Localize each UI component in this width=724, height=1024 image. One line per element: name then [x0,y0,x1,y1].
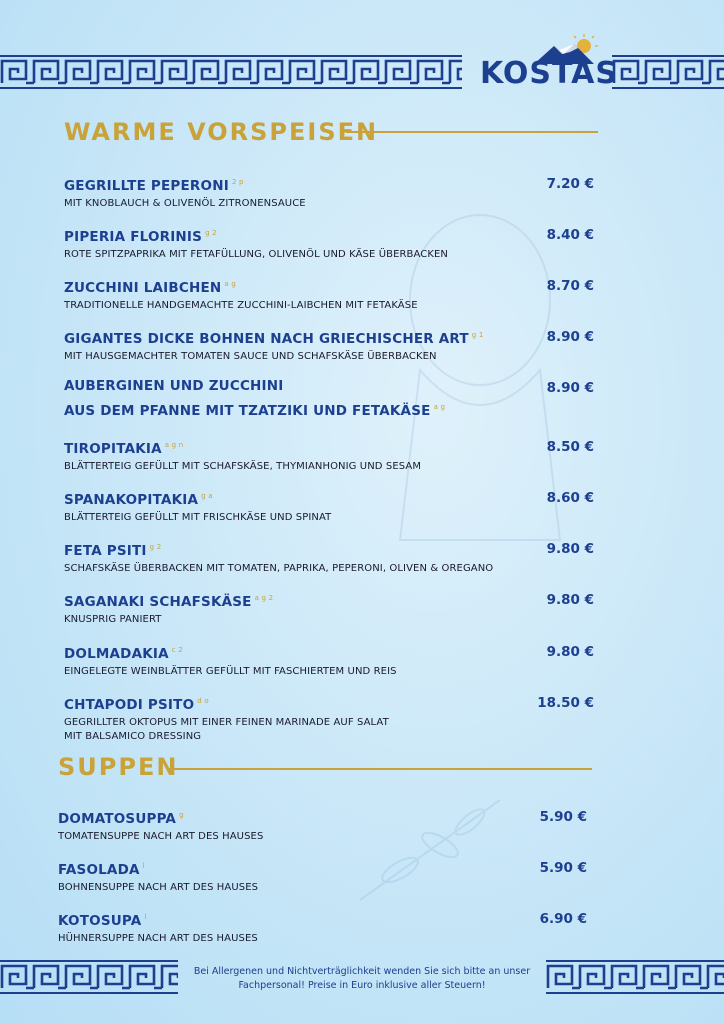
allergen-codes: a g [224,280,236,288]
menu-item-name-text: CHTAPODI PSITO [64,697,195,713]
menu-item-description: EINGELEGTE WEINBLÄTTER GEFÜLLT MIT FASCHIERTEM UND REIS [64,666,397,677]
menu-item-description: MIT BALSAMICO DRESSING [64,731,202,742]
section-divider [346,131,598,133]
allergen-codes: a g 2 [254,594,274,602]
menu-item-name-text: SPANAKOPITAKIA [64,492,199,508]
allergen-codes: a g [433,403,446,411]
menu-item-name-text: KOTOSUPA [58,913,142,929]
menu-item-name-line [64,397,604,422]
menu-item-price: 18.50 € [537,695,594,711]
allergen-codes: g 2 [205,229,217,237]
menu-item-description: SCHAFSKÄSE ÜBERBACKEN MIT TOMATEN, PAPRIKA, PEPERONI, OLIVEN & OREGANO [64,563,494,574]
brand-logo [478,34,618,92]
menu-item-name-text: DOMATOSUPPA [58,811,177,827]
menu-item-description: HÜHNERSUPPE NACH ART DES HAUSES [58,933,258,944]
menu-item-price: 8.40 € [546,227,594,243]
menu-item-price: 8.50 € [546,439,594,455]
allergen-codes: a g n [164,441,184,449]
menu-item-price: 9.80 € [546,644,594,660]
allergen-codes: l [142,862,145,870]
menu-item-price: 8.70 € [546,278,594,294]
menu-item-name-text: PIPERIA FLORINIS [64,229,203,245]
menu-item-name-text: SAGANAKI SCHAFSKÄSE [64,594,252,610]
greek-key-border [0,960,178,994]
logo-text: KOSTAS [480,56,618,91]
menu-item-description: GEGRILLTER OKTOPUS MIT EINER FEINEN MARINADE AUF SALAT [64,717,389,728]
menu-item-description: MIT HAUSGEMACHTER TOMATEN SAUCE UND SCHAFSKÄSE ÜBERBACKEN [64,351,437,362]
section-divider [168,768,592,770]
menu-item-name-text: FETA PSITI [64,543,147,559]
section-title-soups: SUPPEN [58,753,179,781]
menu-item-description: TOMATENSUPPE NACH ART DES HAUSES [58,831,264,842]
menu-item-name-text: TIROPITAKIA [64,441,162,457]
allergen-codes: l [144,913,147,921]
menu-item-price: 5.90 € [539,809,587,825]
greek-key-border [546,960,724,994]
allergen-codes: g 1 [471,331,484,339]
menu-item-name-text: ZUCCHINI LAIBCHEN [64,280,222,296]
menu-item-price: 8.60 € [546,490,594,506]
menu-item-description: BOHNENSUPPE NACH ART DES HAUSES [58,882,259,893]
menu-item-price: 7.20 € [546,176,594,192]
menu-item-price: 6.90 € [539,911,587,927]
greek-key-border [0,55,462,89]
menu-item-name-text: DOLMADAKIA [64,646,169,662]
allergen-codes: 2 p [231,178,244,186]
greek-key-border [612,55,724,89]
menu-item-name-text: GEGRILLTE PEPERONI [64,178,229,194]
footer-line: Fachpersonal! Preise in Euro inklusive aller Steuern! [238,980,486,991]
menu-item-description: TRADITIONELLE HANDGEMACHTE ZUCCHINI-LAIBCHEN MIT FETAKÄSE [64,300,418,311]
menu-item-name-text: AUS DEM PFANNE MIT TZATZIKI UND FETAKÄSE [64,403,431,419]
footer-line: Bei Allergenen und Nichtverträglichkeit wenden Sie sich bitte an unser [193,966,531,977]
footer-note [186,965,538,993]
menu-item-description: KNUSPRIG PANIERT [64,614,162,625]
menu-item-price: 9.80 € [546,541,594,557]
menu-item-name-text: GIGANTES DICKE BOHNEN NACH GRIECHISCHER ART [64,331,469,347]
menu-item-price: 8.90 € [546,380,594,396]
allergen-codes: g [179,811,184,819]
menu-item-price: 9.80 € [546,592,594,608]
menu-item-name-text: FASOLADA [58,862,140,878]
allergen-codes: g 2 [149,543,162,551]
menu-item-price: 8.90 € [546,329,594,345]
section-title-warm: WARME VORSPEISEN [64,118,379,146]
menu-item-name-text: AUBERGINEN UND ZUCCHINI [64,378,284,394]
allergen-codes: c 2 [171,646,183,654]
allergen-codes: g a [201,492,213,500]
menu-item-description: BLÄTTERTEIG GEFÜLLT MIT SCHAFSKÄSE, THYMIANHONIG UND SESAM [64,461,422,472]
menu-item-price: 5.90 € [539,860,587,876]
menu-item-description: MIT KNOBLAUCH & OLIVENÖL ZITRONENSAUCE [64,198,306,209]
menu-item-description: ROTE SPITZPAPRIKA MIT FETAFÜLLUNG, OLIVENÖL UND KÄSE ÜBERBACKEN [64,249,449,260]
allergen-codes: d o [197,697,209,705]
menu-item-description: BLÄTTERTEIG GEFÜLLT MIT FRISCHKÄSE UND SPINAT [64,512,332,523]
